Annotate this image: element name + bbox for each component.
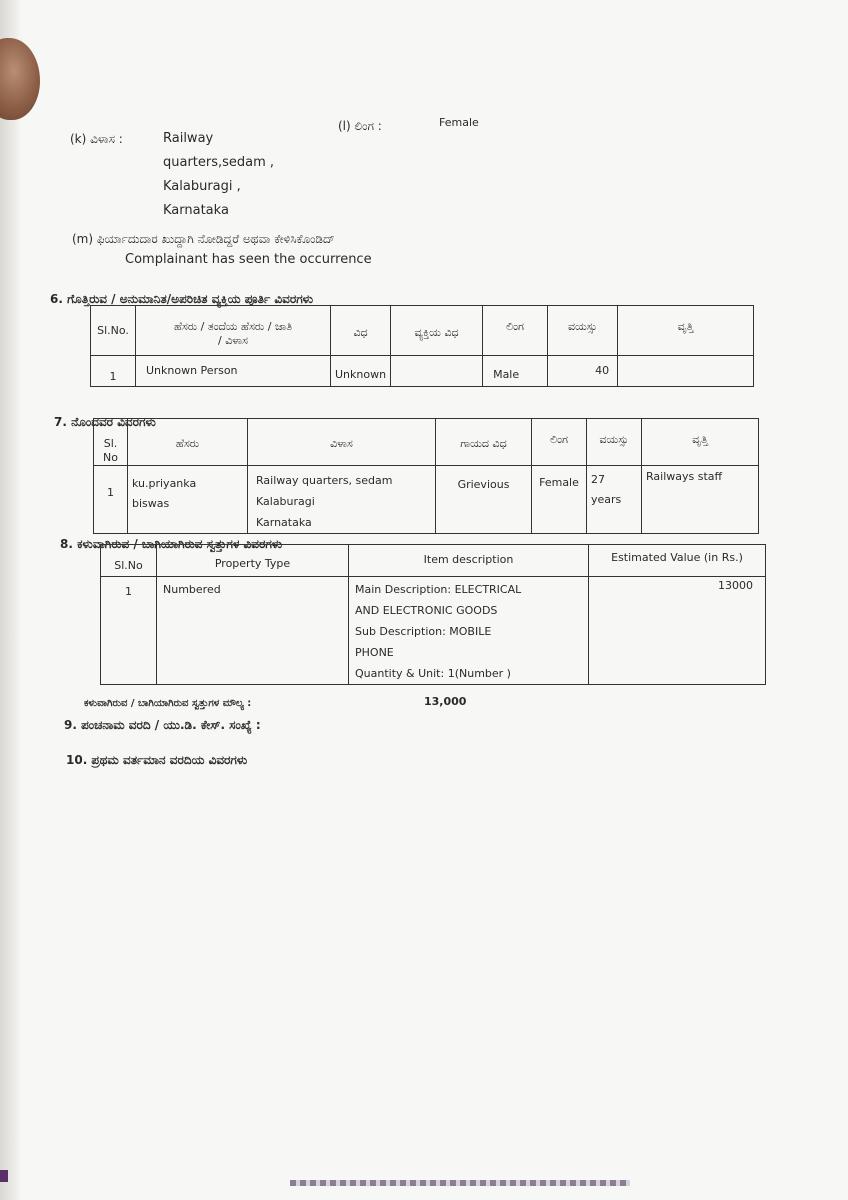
cell-property-type: Numbered [157, 577, 349, 685]
section9-title: 9. ಪಂಚನಾಮ ವರದಿ / ಯು.ಡಿ. ಕೇಸ್. ಸಂಖ್ಯೆ : [64, 718, 261, 732]
header-slno [94, 419, 128, 466]
section7-title: 7. ನೊಂದವರ ವಿವರಗಳು [54, 415, 156, 429]
header-estimated-value: Estimated Value (in Rs.) [589, 545, 766, 577]
description-line: PHONE [355, 646, 394, 659]
address-line: Railway quarters, sedam [256, 473, 393, 487]
cell-description [349, 577, 589, 685]
header-occupation: ವೃತ್ತಿ [642, 419, 759, 466]
table-header-row [91, 306, 754, 356]
cell-person-type [391, 356, 483, 387]
scan-corner-mark [0, 1170, 8, 1182]
header-item-description: Item description [349, 545, 589, 577]
header-name-line2: / ವಿಳಾಸ [218, 333, 248, 347]
header-slno-line1: Sl. [103, 437, 118, 450]
section6-title: 6. ಗೊತ್ತಿರುವ / ಅನುಮಾನಿತ/ಅಪರಿಚಿತ ವ್ಯಕ್ತಿಯ ಪೂರ್ತಿ ವಿವರಗಳು [50, 292, 314, 306]
gender-value: Female [439, 116, 479, 129]
header-gender: ಲಿಂಗ [532, 419, 587, 466]
cell-age [587, 465, 642, 533]
property-total-label: ಕಳುವಾಗಿರುವ / ಬಾಗಿಯಾಗಿರುವ ಸ್ವತ್ತುಗಳ ಮೌಲ್ಯ : [84, 698, 252, 709]
header-age: ವಯಸ್ಸು [587, 419, 642, 466]
header-name: ಹೆಸರು [128, 419, 248, 466]
finger-photo-artifact [0, 38, 40, 120]
description-line: Main Description: ELECTRICAL [355, 583, 522, 596]
address-line: Karnataka [256, 515, 312, 529]
address-line: Railway [163, 131, 214, 146]
cell-gender: Female [532, 465, 587, 533]
description-line: Quantity & Unit: 1(Number ) [355, 667, 511, 680]
age-line: years [591, 492, 622, 506]
cell-slno: 1 [94, 465, 128, 533]
header-slno: Sl.No. [91, 306, 136, 356]
address-label: (k) ವಿಳಾಸ : [70, 132, 123, 146]
header-age: ವಯಸ್ಸು [548, 306, 618, 356]
cell-occupation [618, 356, 754, 387]
address-value [163, 127, 274, 223]
cell-address [248, 465, 436, 533]
witness-label: (m) ಫಿರ್ಯಾದುದಾರ ಖುದ್ದಾಗಿ ನೋಡಿದ್ದರೆ ಅಥವಾ ಕೇಳಿಸಿಕೊಂಡಿದ್ [72, 232, 335, 246]
table-header-row [101, 545, 766, 577]
table-header-row [94, 419, 759, 466]
section10-title: 10. ಪ್ರಥಮ ವರ್ತಮಾನ ವರದಿಯ ವಿವರಗಳು [66, 753, 248, 767]
cell-name [128, 465, 248, 533]
header-type: ವಿಧ [331, 306, 391, 356]
age-line: 27 [591, 472, 605, 486]
cell-name: Unknown Person [136, 356, 331, 387]
cell-value: 13000 [589, 577, 766, 685]
description-line: AND ELECTRONIC GOODS [355, 604, 498, 617]
cell-gender: Male [483, 356, 548, 387]
property-total-value: 13,000 [424, 695, 467, 708]
header-gender: ಲಿಂಗ [483, 306, 548, 356]
table-row [101, 577, 766, 685]
header-property-type: Property Type [157, 545, 349, 577]
table-row [91, 356, 754, 387]
header-name-line1: ಹೆಸರು / ತಂದೆಯ ಹೆಸರು / ಜಾತಿ [173, 320, 293, 333]
header-name [136, 306, 331, 356]
table-row [94, 465, 759, 533]
victim-table [93, 418, 759, 534]
cell-slno: 1 [101, 577, 157, 685]
cell-type: Unknown [331, 356, 391, 387]
section8-title: 8. ಕಳುವಾಗಿರುವ / ಬಾಗಿಯಾಗಿರುವ ಸ್ವತ್ತುಗಳ ವಿವರಗಳು [60, 537, 283, 551]
scan-bottom-strip [290, 1180, 630, 1186]
property-table [100, 544, 766, 685]
accused-table [90, 305, 754, 387]
header-injury: ಗಾಯದ ವಿಧ [436, 419, 532, 466]
header-occupation: ವೃತ್ತಿ [618, 306, 754, 356]
cell-slno: 1 [91, 356, 136, 387]
name-line: biswas [132, 496, 170, 510]
cell-occupation: Railways staff [642, 465, 759, 533]
gender-label: (l) ಲಿಂಗ : [338, 119, 382, 133]
cell-age: 40 [548, 356, 618, 387]
name-line: ku.priyanka [132, 476, 197, 490]
header-address: ವಿಳಾಸ [248, 419, 436, 466]
header-slno-line2: No [103, 450, 118, 464]
address-line: Karnataka [163, 203, 229, 218]
page-edge-shadow [0, 0, 22, 1200]
address-line: Kalaburagi , [163, 179, 241, 194]
header-person-type: ವ್ಯಕ್ತಿಯ ವಿಧ [391, 306, 483, 356]
header-slno: Sl.No [101, 545, 157, 577]
address-line: quarters,sedam , [163, 155, 275, 170]
description-line: Sub Description: MOBILE [355, 625, 492, 638]
cell-injury: Grievious [436, 465, 532, 533]
witness-value: Complainant has seen the occurrence [125, 252, 372, 267]
address-line: Kalaburagi [256, 494, 315, 508]
